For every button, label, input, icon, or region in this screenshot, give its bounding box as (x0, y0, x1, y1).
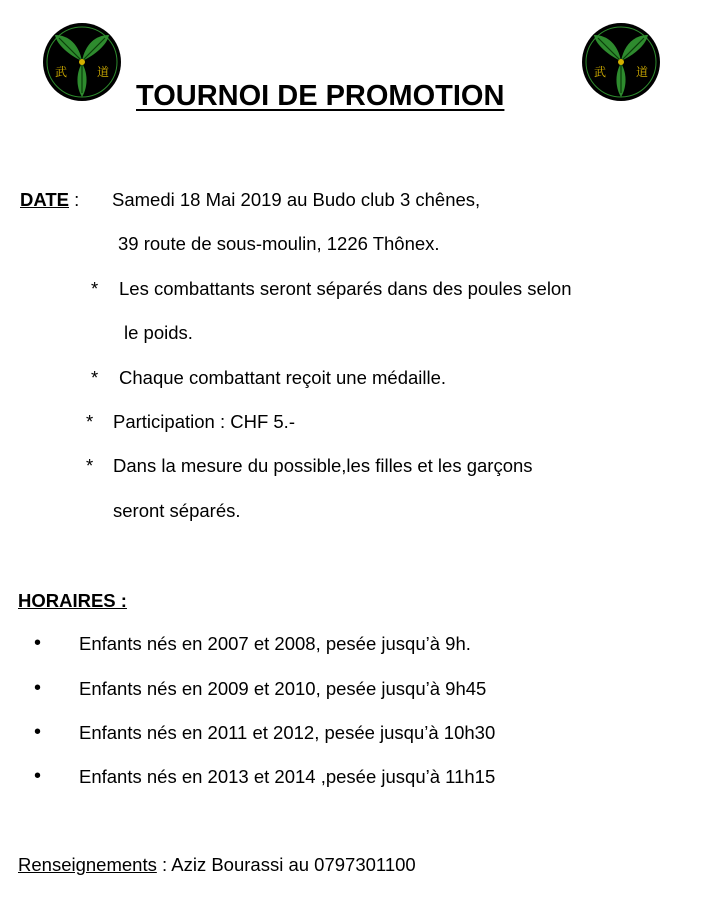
bullet-mark: * (86, 455, 94, 476)
schedule-bullet: • (34, 765, 42, 787)
contact-text: : Aziz Bourassi au 0797301100 (156, 854, 416, 875)
budo-club-leaf-emblem-icon (41, 21, 123, 103)
date-label: DATE (20, 189, 69, 210)
schedule-bullet: • (34, 677, 42, 699)
bullet-mark: * (91, 278, 99, 299)
contact-line (18, 853, 416, 877)
info-item-continuation: seront séparés. (113, 500, 241, 521)
bullet-mark: * (86, 411, 94, 432)
schedule-item: Enfants nés en 2011 et 2012, pesée jusqu’à 10h30 (79, 722, 496, 743)
date-line (20, 188, 79, 212)
info-item: Dans la mesure du possible,les filles et les garçons (113, 455, 533, 476)
svg-text:道: 道 (636, 65, 649, 79)
svg-text:道: 道 (97, 65, 110, 79)
document-title: TOURNOI DE PROMOTION (136, 80, 505, 112)
club-logo-right (580, 21, 662, 103)
contact-label: Renseignements (18, 854, 157, 875)
budo-club-leaf-emblem-icon (580, 21, 662, 103)
schedule-item: Enfants nés en 2007 et 2008, pesée jusqu’à 9h. (79, 633, 471, 654)
svg-text:武: 武 (594, 65, 607, 79)
date-text-line1: Samedi 18 Mai 2019 au Budo club 3 chênes, (112, 189, 481, 210)
club-logo-left (41, 21, 123, 103)
svg-text:武: 武 (55, 65, 68, 79)
schedule-heading: HORAIRES : (18, 590, 127, 611)
info-item: Participation : CHF 5.- (113, 411, 295, 432)
schedule-item: Enfants nés en 2009 et 2010, pesée jusqu’à 9h45 (79, 678, 487, 699)
schedule-item: Enfants nés en 2013 et 2014 ,pesée jusqu’à 11h15 (79, 766, 496, 787)
info-item: Chaque combattant reçoit une médaille. (119, 367, 447, 388)
schedule-bullet: • (34, 721, 42, 743)
date-text-line2: 39 route de sous-moulin, 1226 Thônex. (118, 233, 440, 254)
info-item: Les combattants seront séparés dans des poules selon (119, 278, 572, 299)
bullet-mark: * (91, 367, 99, 388)
info-item-continuation: le poids. (124, 322, 193, 343)
schedule-bullet: • (34, 632, 42, 654)
date-separator: : (69, 189, 80, 210)
